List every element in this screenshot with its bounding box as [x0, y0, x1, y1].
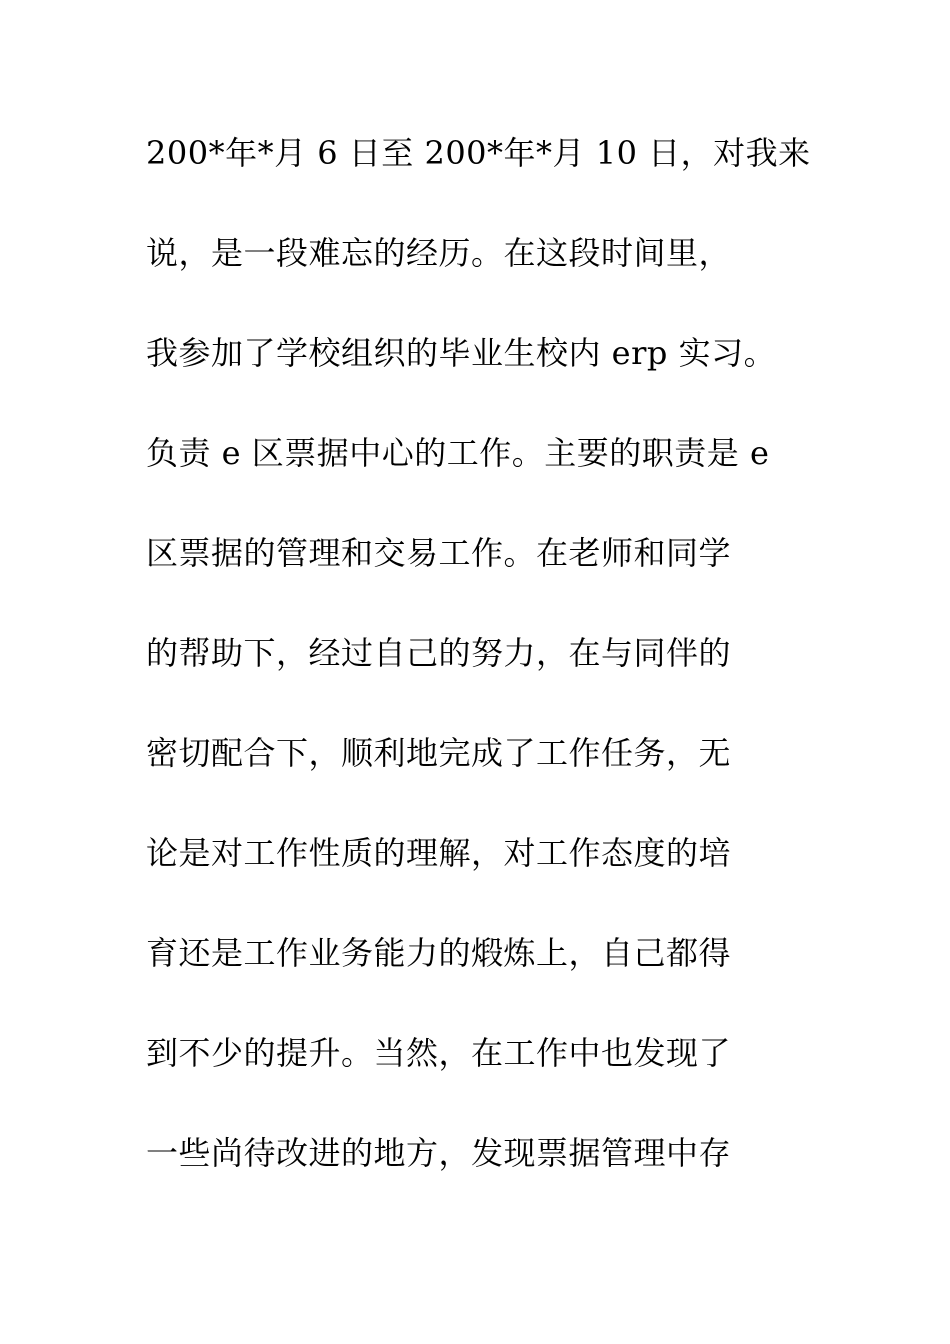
text-line: 区票据的管理和交易工作。在老师和同学: [146, 534, 732, 572]
text-line: 一些尚待改进的地方，发现票据管理中存: [146, 1134, 732, 1172]
text-line: 论是对工作性质的理解，对工作态度的培: [146, 834, 732, 872]
text-line: 的帮助下，经过自己的努力，在与同伴的: [146, 634, 732, 672]
text-line: 负责 e 区票据中心的工作。主要的职责是 e: [146, 434, 770, 472]
text-line: 我参加了学校组织的毕业生校内 erp 实习。: [146, 334, 777, 372]
text-line: 密切配合下，顺利地完成了工作任务，无: [146, 734, 732, 772]
text-line: 200*年*月 6 日至 200*年*月 10 日，对我来: [146, 134, 811, 172]
body-text: [146, 128, 826, 1228]
text-line: 育还是工作业务能力的煅炼上，自己都得: [146, 934, 732, 972]
text-line: 说，是一段难忘的经历。在这段时间里，: [146, 234, 732, 272]
text-line: 到不少的提升。当然，在工作中也发现了: [146, 1034, 732, 1072]
